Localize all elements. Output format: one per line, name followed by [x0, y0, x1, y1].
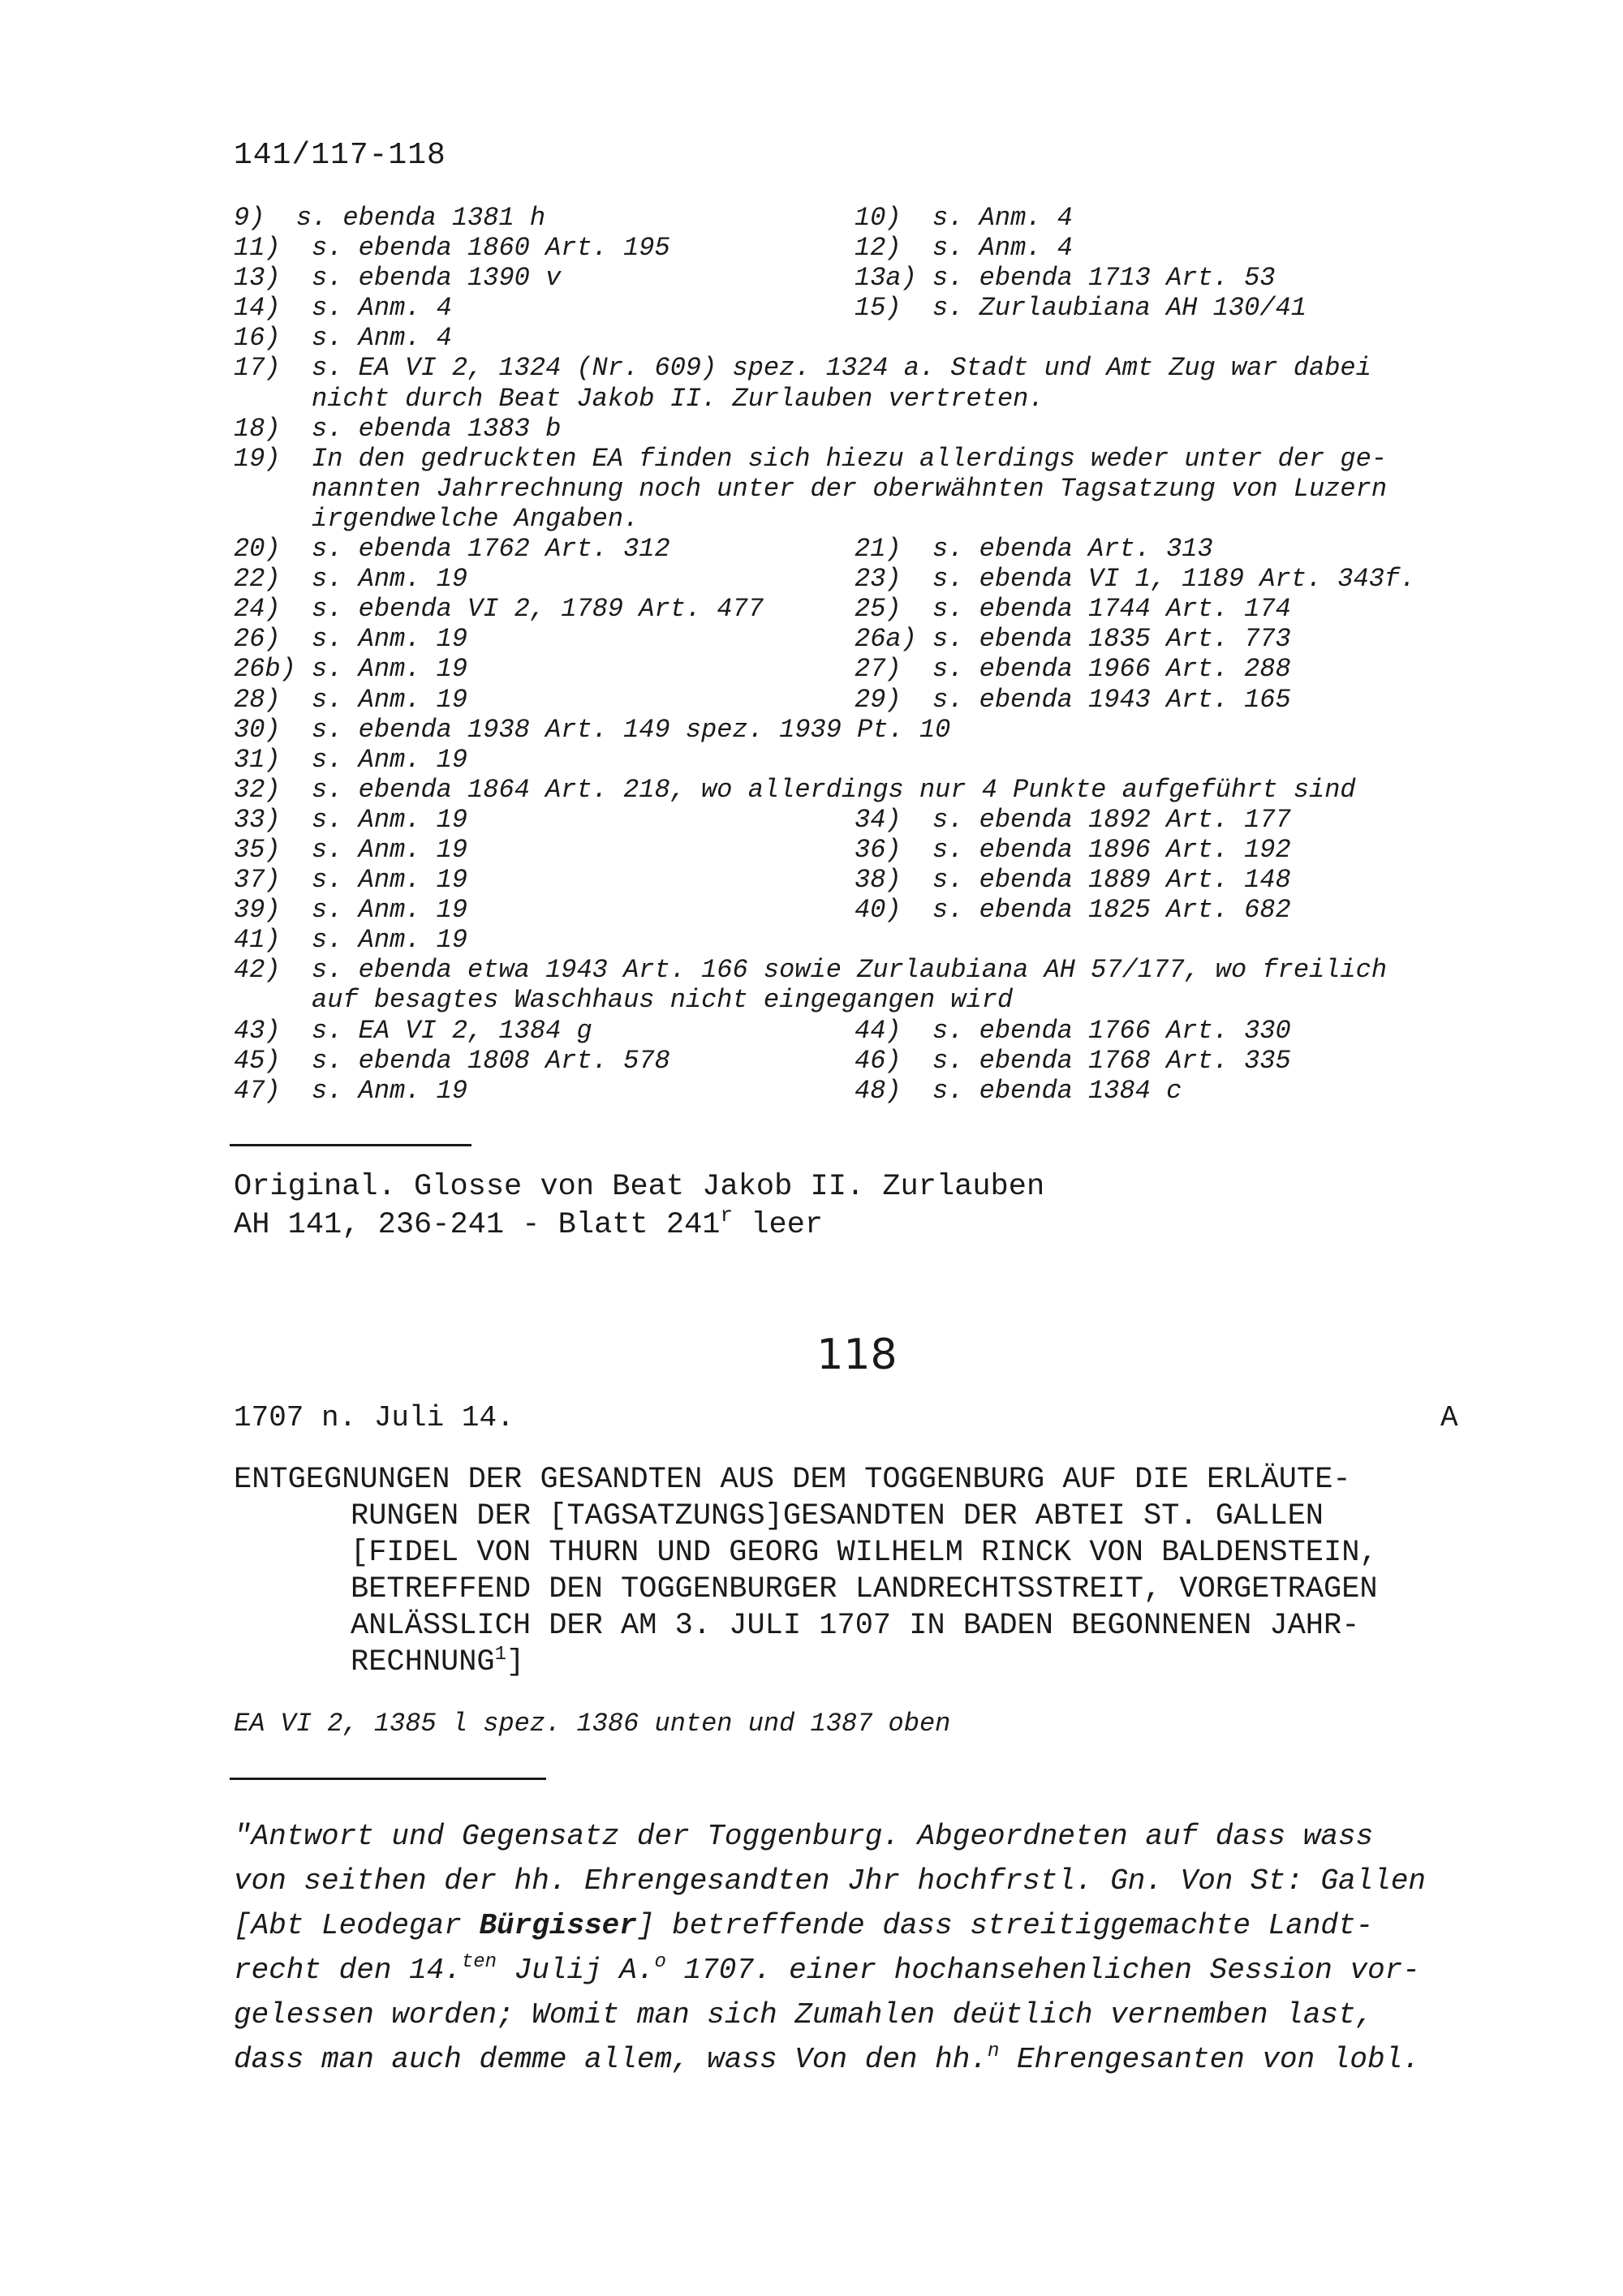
footnote-line — [234, 504, 1500, 534]
footnote-left: 42) s. ebenda etwa 1943 Art. 166 sowie Zurlaubiana AH 57/177, wo freilich — [234, 955, 1388, 986]
footnote-left: 43) s. EA VI 2, 1384 g — [234, 1015, 592, 1046]
footnote-list — [234, 203, 1500, 1106]
emphasized-name: Bürgisser — [479, 1909, 637, 1942]
document-date: 1707 n. Juli 14. — [234, 1401, 514, 1434]
footnote-left: irgendwelche Angaben. — [234, 503, 639, 534]
footnote-right: 26a) s. ebenda 1835 Art. 773 — [855, 624, 1291, 655]
footnote-line — [234, 384, 1500, 414]
quote-line: recht den 14.$^{ten}$ Julij A.$^o$ 1707. einer hochansehenlichen Session vor- — [234, 1951, 1420, 1987]
footnote-right: 29) s. ebenda 1943 Art. 165 — [855, 684, 1291, 715]
footnote-right: 25) s. ebenda 1744 Art. 174 — [855, 594, 1291, 625]
footnote-line — [234, 203, 1500, 233]
footnote-line — [234, 444, 1500, 474]
footnote-line — [234, 353, 1500, 383]
footnote-line — [234, 293, 1500, 323]
footnote-right: 44) s. ebenda 1766 Art. 330 — [855, 1015, 1291, 1046]
footnote-line — [234, 985, 1500, 1015]
footnote-line — [234, 263, 1500, 293]
footnote-line — [234, 624, 1500, 654]
footnote-line — [234, 564, 1500, 594]
footnote-left: 18) s. ebenda 1383 b — [234, 413, 562, 444]
quote-line: dass man auch demme allem, wass Von den hh.$^n$ Ehrengesanten von lobl. — [234, 2040, 1420, 2076]
footnote-line — [234, 474, 1500, 504]
footnote-line — [234, 775, 1500, 805]
quote-line: von seithen der hh. Ehrengesandten Jhr hochfrstl. Gn. Von St: Gallen — [234, 1864, 1427, 1898]
footnote-left: 32) s. ebenda 1864 Art. 218, wo allerdings nur 4 Punkte aufgeführt sind — [234, 774, 1356, 805]
footnote-left: 35) s. Anm. 19 — [234, 834, 468, 865]
page-reference: 141/117-118 — [234, 138, 446, 173]
footnote-left: 41) s. Anm. 19 — [234, 925, 468, 956]
footnote-left: 16) s. Anm. 4 — [234, 323, 452, 354]
document-number: 118 — [816, 1331, 898, 1379]
footnote-left: nannten Jahrrechnung noch unter der oberwähnten Tagsatzung von Luzern — [234, 473, 1388, 504]
footnote-left: 13) s. ebenda 1390 v — [234, 263, 562, 294]
quote-line: [Abt Leodegar Bürgisser] betreffende dass streitiggemachte Landt- — [234, 1909, 1374, 1942]
source-note — [234, 1168, 1044, 1245]
footnote-line — [234, 805, 1500, 835]
footnote-left: 37) s. Anm. 19 — [234, 865, 468, 896]
document-reference: EA VI 2, 1385 l spez. 1386 unten und 1387 oben — [234, 1709, 951, 1739]
footnote-left: 26b) s. Anm. 19 — [234, 654, 468, 685]
footnote-right: 10) s. Anm. 4 — [855, 203, 1073, 233]
footnote-line — [234, 685, 1500, 715]
footnote-right: 34) s. ebenda 1892 Art. 177 — [855, 804, 1291, 835]
footnote-right: 36) s. ebenda 1896 Art. 192 — [855, 834, 1291, 865]
footnote-right: 21) s. ebenda Art. 313 — [855, 534, 1213, 565]
footnote-line — [234, 1046, 1500, 1076]
footnote-line — [234, 1076, 1500, 1106]
footnote-left: 11) s. ebenda 1860 Art. 195 — [234, 233, 670, 264]
footnote-right: 23) s. ebenda VI 1, 1189 Art. 343f. — [855, 564, 1416, 595]
footnote-left: nicht durch Beat Jakob II. Zurlauben vertreten. — [234, 383, 1044, 414]
footnote-left: 30) s. ebenda 1938 Art. 149 spez. 1939 Pt. 10 — [234, 714, 951, 745]
source-line-1: Original. Glosse von Beat Jakob II. Zurlauben — [234, 1170, 1045, 1204]
footnote-left: 45) s. ebenda 1808 Art. 578 — [234, 1045, 670, 1076]
footnote-right: 38) s. ebenda 1889 Art. 148 — [855, 865, 1291, 896]
footnote-right: 40) s. ebenda 1825 Art. 682 — [855, 895, 1291, 926]
footnote-left: 20) s. ebenda 1762 Art. 312 — [234, 534, 670, 565]
footnote-line — [234, 895, 1500, 925]
footnote-line — [234, 323, 1500, 353]
footnote-line — [234, 1016, 1500, 1046]
title-line: RECHNUNG$^1$] — [351, 1644, 525, 1679]
footnote-line — [234, 835, 1500, 865]
reference-divider — [230, 1778, 546, 1780]
quote-line: "Antwort und Gegensatz der Toggenburg. Abgeordneten auf dass wass — [234, 1820, 1374, 1853]
footnote-line — [234, 654, 1500, 684]
footnote-left: 17) s. EA VI 2, 1324 (Nr. 609) spez. 1324 a. Stadt und Amt Zug war dabei — [234, 353, 1371, 384]
source-line-2: AH 141, 236-241 - Blatt 241$^r$ leer — [234, 1203, 824, 1242]
footnote-line — [234, 925, 1500, 955]
footnote-left: 14) s. Anm. 4 — [234, 293, 452, 324]
title-line: ANLÄSSLICH DER AM 3. JULI 1707 IN BADEN BEGONNENEN JAHR- — [351, 1609, 1360, 1643]
footnote-right: 13a) s. ebenda 1713 Art. 53 — [855, 263, 1276, 294]
footnote-left: 24) s. ebenda VI 2, 1789 Art. 477 — [234, 594, 764, 625]
footnote-line — [234, 715, 1500, 745]
footnote-left: 22) s. Anm. 19 — [234, 564, 468, 595]
title-line: BETREFFEND DEN TOGGENBURGER LANDRECHTSSTREIT, VORGETRAGEN — [351, 1572, 1378, 1606]
footnote-left: 31) s. Anm. 19 — [234, 744, 468, 775]
footnote-right: 27) s. ebenda 1966 Art. 288 — [855, 654, 1291, 685]
document-class: A — [1440, 1401, 1458, 1434]
footnote-left: 26) s. Anm. 19 — [234, 624, 468, 655]
footnote-divider — [230, 1144, 471, 1146]
footnote-line — [234, 745, 1500, 775]
footnote-right: 46) s. ebenda 1768 Art. 335 — [855, 1045, 1291, 1076]
quoted-text — [234, 1814, 1565, 2082]
footnote-line — [234, 955, 1500, 985]
footnote-right: 12) s. Anm. 4 — [855, 233, 1073, 264]
footnote-left: 19) In den gedruckten EA finden sich hiezu allerdings weder unter der ge- — [234, 443, 1388, 474]
quote-line: gelessen worden; Womit man sich Zumahlen deütlich vernemben last, — [234, 1998, 1374, 2032]
footnote-line — [234, 414, 1500, 444]
footnote-left: 9) s. ebenda 1381 h — [234, 203, 546, 233]
footnote-right: 15) s. Zurlaubiana AH 130/41 — [855, 293, 1307, 324]
footnote-left: auf besagtes Waschhaus nicht eingegangen wird — [234, 985, 1014, 1016]
footnote-left: 39) s. Anm. 19 — [234, 895, 468, 926]
title-line: ENTGEGNUNGEN DER GESANDTEN AUS DEM TOGGENBURG AUF DIE ERLÄUTE- — [234, 1463, 1351, 1497]
document-title — [234, 1462, 1565, 1681]
footnote-right: 48) s. ebenda 1384 c — [855, 1075, 1182, 1106]
title-line: RUNGEN DER [TAGSATZUNGS]GESANDTEN DER ABTEI ST. GALLEN — [351, 1499, 1324, 1533]
footnote-left: 47) s. Anm. 19 — [234, 1075, 468, 1106]
title-line: [FIDEL VON THURN UND GEORG WILHELM RINCK VON BALDENSTEIN, — [351, 1536, 1378, 1570]
footnote-line — [234, 865, 1500, 895]
footnote-line — [234, 233, 1500, 263]
footnote-line — [234, 594, 1500, 624]
footnote-line — [234, 534, 1500, 564]
footnote-left: 33) s. Anm. 19 — [234, 804, 468, 835]
footnote-left: 28) s. Anm. 19 — [234, 684, 468, 715]
